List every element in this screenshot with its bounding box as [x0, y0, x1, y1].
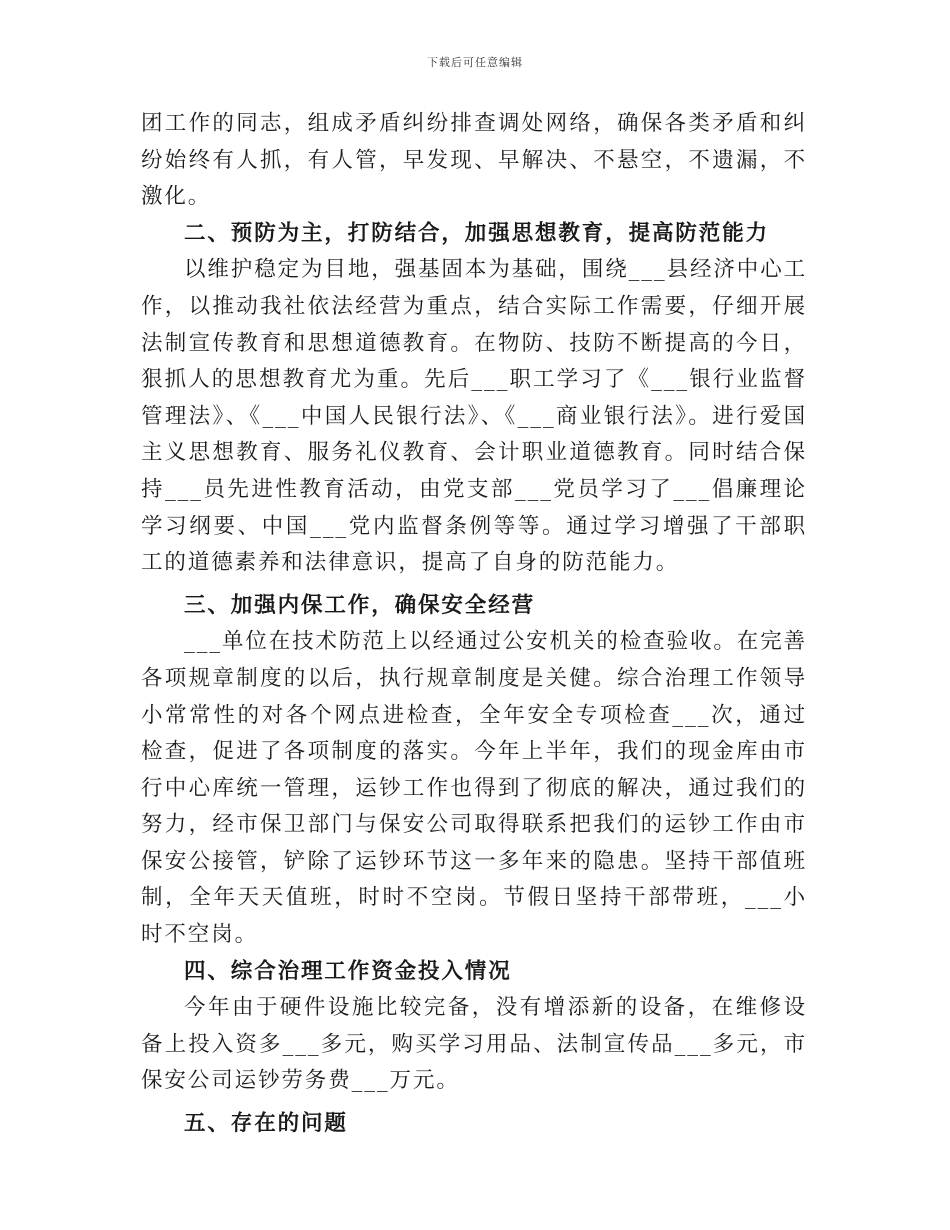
paragraph-intro-continued: 团工作的同志，组成矛盾纠纷排查调处网络，确保各类矛盾和纠纷始终有人抓，有人管，早发现、早解决、不悬空，不遗漏，不激化。: [141, 111, 807, 210]
document-body: [141, 106, 807, 1143]
section-heading-2: 二、预防为主，打防结合，加强思想教育，提高防范能力: [184, 220, 770, 246]
paragraph-section-2: 以维护稳定为目地，强基固本为基础，围绕___县经济中心工作，以推动我社依法经营为重点，结合实际工作需要，仔细开展法制宣传教育和思想道德教育。在物防、技防不断提高的今日，狠抓人的思想教育尤为重。先后___职工学习了《___银行业监督管理法》、《___中国人民银行法》、《___商业银行法》。进行爱国主义思想教育、服务礼仪教育、会计职业道德教育。同时结合保持___员先进性教育活动，由党支部___党员学习了___倡廉理论学习纲要、中国___党内监督条例等等。通过学习增强了干部职工的道德素养和法律意识，提高了自身的防范能力。: [141, 257, 807, 576]
header-note: 下载后可任意编辑: [427, 56, 523, 69]
section-heading-4: 四、综合治理工作资金投入情况: [184, 958, 512, 984]
section-heading-5: 五、存在的问题: [184, 1111, 348, 1137]
section-heading-3: 三、加强内保工作，确保安全经营: [184, 592, 536, 618]
paragraph-section-4: 今年由于硬件设施比较完备，没有增添新的设备，在维修设备上投入资多___多元，购买学习用品、法制宣传品___多元，市保安公司运钞劳务费___万元。: [141, 995, 807, 1094]
paragraph-section-3: ___单位在技术防范上以经通过公安机关的检查验收。在完善各项规章制度的以后，执行规章制度是关健。综合治理工作领导小常常性的对各个网点进检查，全年安全专项检查___次，通过检查，促进了各项制度的落实。今年上半年，我们的现金库由市行中心库统一管理，运钞工作也得到了彻底的解决，通过我们的努力，经市保卫部门与保安公司取得联系把我们的运钞工作由市保安公接管，铲除了运钞环节这一多年来的隐患。坚持干部值班制，全年天天值班，时时不空岗。节假日坚持干部带班，___小时不空岗。: [141, 629, 807, 948]
